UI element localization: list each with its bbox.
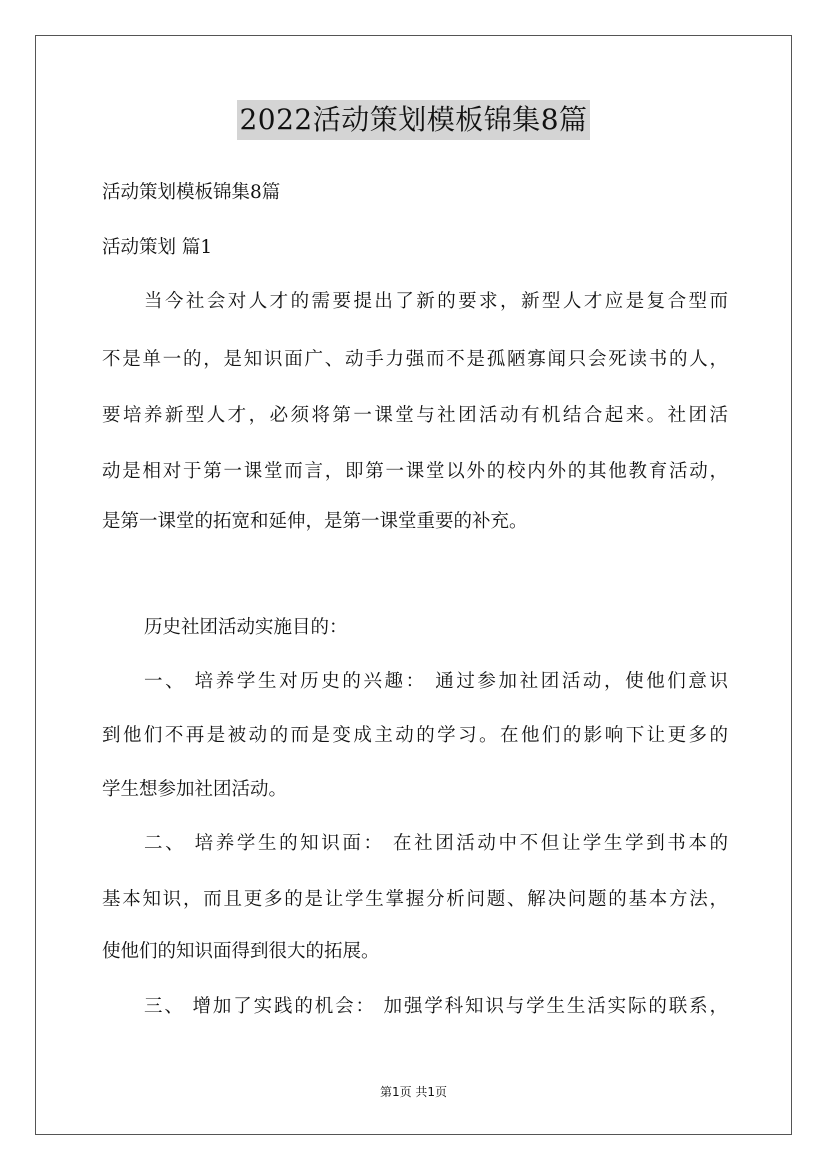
paragraph-line: 要培养新型人才，必须将第一课堂与社团活动有机结合起来。社团活	[102, 405, 728, 426]
document-title: 2022活动策划模板锦集8篇	[237, 100, 589, 140]
section-heading: 活动策划 篇1	[102, 237, 213, 258]
list-item-line: 到他们不再是被动的而是变成主动的学习。在他们的影响下让更多的	[102, 725, 728, 746]
subtitle: 活动策划模板锦集8篇	[102, 182, 281, 203]
page-footer: 第1页 共1页	[379, 1085, 448, 1099]
paragraph-line: 是第一课堂的拓宽和延伸，是第一课堂重要的补充。	[102, 511, 528, 532]
list-heading: 历史社团活动实施目的：	[144, 617, 348, 638]
list-item-line: 一、 培养学生对历史的兴趣： 通过参加社团活动，使他们意识	[144, 671, 728, 692]
paragraph-line: 动是相对于第一课堂而言，即第一课堂以外的校内外的其他教育活动，	[102, 461, 728, 482]
list-item-line: 三、 增加了实践的机会： 加强学科知识与学生生活实际的联系，	[144, 996, 728, 1017]
list-item-line: 基本知识，而且更多的是让学生掌握分析问题、解决问题的基本方法，	[102, 889, 728, 910]
list-item-line: 使他们的知识面得到很大的拓展。	[102, 941, 380, 962]
paragraph-line: 当今社会对人才的需要提出了新的要求，新型人才应是复合型而	[144, 291, 728, 312]
list-item-line: 学生想参加社团活动。	[102, 779, 288, 800]
list-item-line: 二、 培养学生的知识面： 在社团活动中不但让学生学到书本的	[144, 833, 728, 854]
paragraph-line: 不是单一的，是知识面广、动手力强而不是孤陋寡闻只会死读书的人，	[102, 349, 728, 370]
